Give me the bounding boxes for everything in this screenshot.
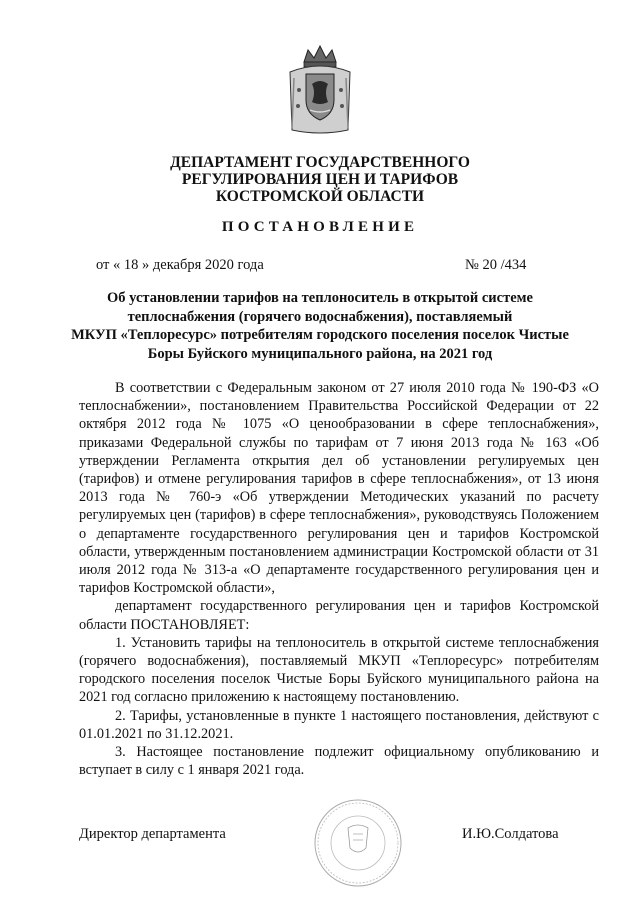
document-body [79, 379, 599, 779]
signatory-name: И.Ю.Солдатова [462, 826, 559, 842]
document-type: ПОСТАНОВЛЕНИЕ [221, 219, 419, 235]
coat-of-arms-icon [284, 44, 356, 136]
title-line2: теплоснабжения (горячего водоснабжения), поставляемый [127, 308, 513, 325]
org-name-line3: КОСТРОМСКОЙ ОБЛАСТИ [215, 188, 425, 205]
document-date: от « 18 » декабря 2020 года [96, 257, 264, 273]
document-number: № 20 /434 [465, 257, 527, 273]
resolve-paragraph: департамент государственного регулирования цен и тарифов Костромской области ПОСТАНОВЛЯЕТ: [79, 598, 599, 633]
title-line1: Об установлении тарифов на теплоноситель в открытой системе [107, 290, 533, 306]
official-seal-icon [313, 798, 403, 888]
title-line3: МКУП «Теплоресурс» потребителям городского поселения поселок Чистые [71, 327, 569, 343]
preamble-paragraph: В соответствии с Федеральным законом от 27 июля 2010 года № 190-ФЗ «О теплоснабжении», постановлением Правительства Российской Федерации от 22 октября 2012 года № 1075 «О ценообразовании в сфере теплоснабжения», приказами Федеральной службы по тарифам от 7 июня 2013 года № 163 «Об утверждении Регламента открытия дел об установлении регулируемых цен (тарифов) и отмене регулирования тарифов в сфере теплоснабжения», от 13 июня 2013 года № 760-э «Об утверждении Методических указаний по расчету регулируемых цен (тарифов) в сфере теплоснабжения», руководствуясь Положением о департаменте государственного регулирования цен и тарифов Костромской области, утвержденным постановлением администрации Костромской области от 31 июля 2012 года № 313-а «О департаменте государственного регулирования цен и тарифов Костромской области», [79, 380, 599, 597]
item-3-paragraph: 3. Настоящее постановление подлежит официальному опубликованию и вступает в силу с 1 января 2021 года. [79, 744, 599, 779]
title-line4: Боры Буйского муниципального района, на 2021 год [147, 345, 493, 362]
org-name-line2: РЕГУЛИРОВАНИЯ ЦЕН И ТАРИФОВ [181, 171, 459, 188]
item-1-paragraph: 1. Установить тарифы на теплоноситель в открытой системе теплоснабжения (горячего водоснабжения), поставляемый МКУП «Теплоресурс» потребителям городского поселения поселок Чистые Боры Буйского муниципального района на 2021 год согласно приложению к настоящему постановлению. [79, 634, 599, 706]
signatory-position: Директор департамента [79, 826, 226, 842]
org-name-line1: ДЕПАРТАМЕНТ ГОСУДАРСТВЕННОГО [170, 154, 470, 171]
item-2-paragraph: 2. Тарифы, установленные в пункте 1 настоящего постановления, действуют с 01.01.2021 по 31.12.2021. [79, 707, 599, 742]
